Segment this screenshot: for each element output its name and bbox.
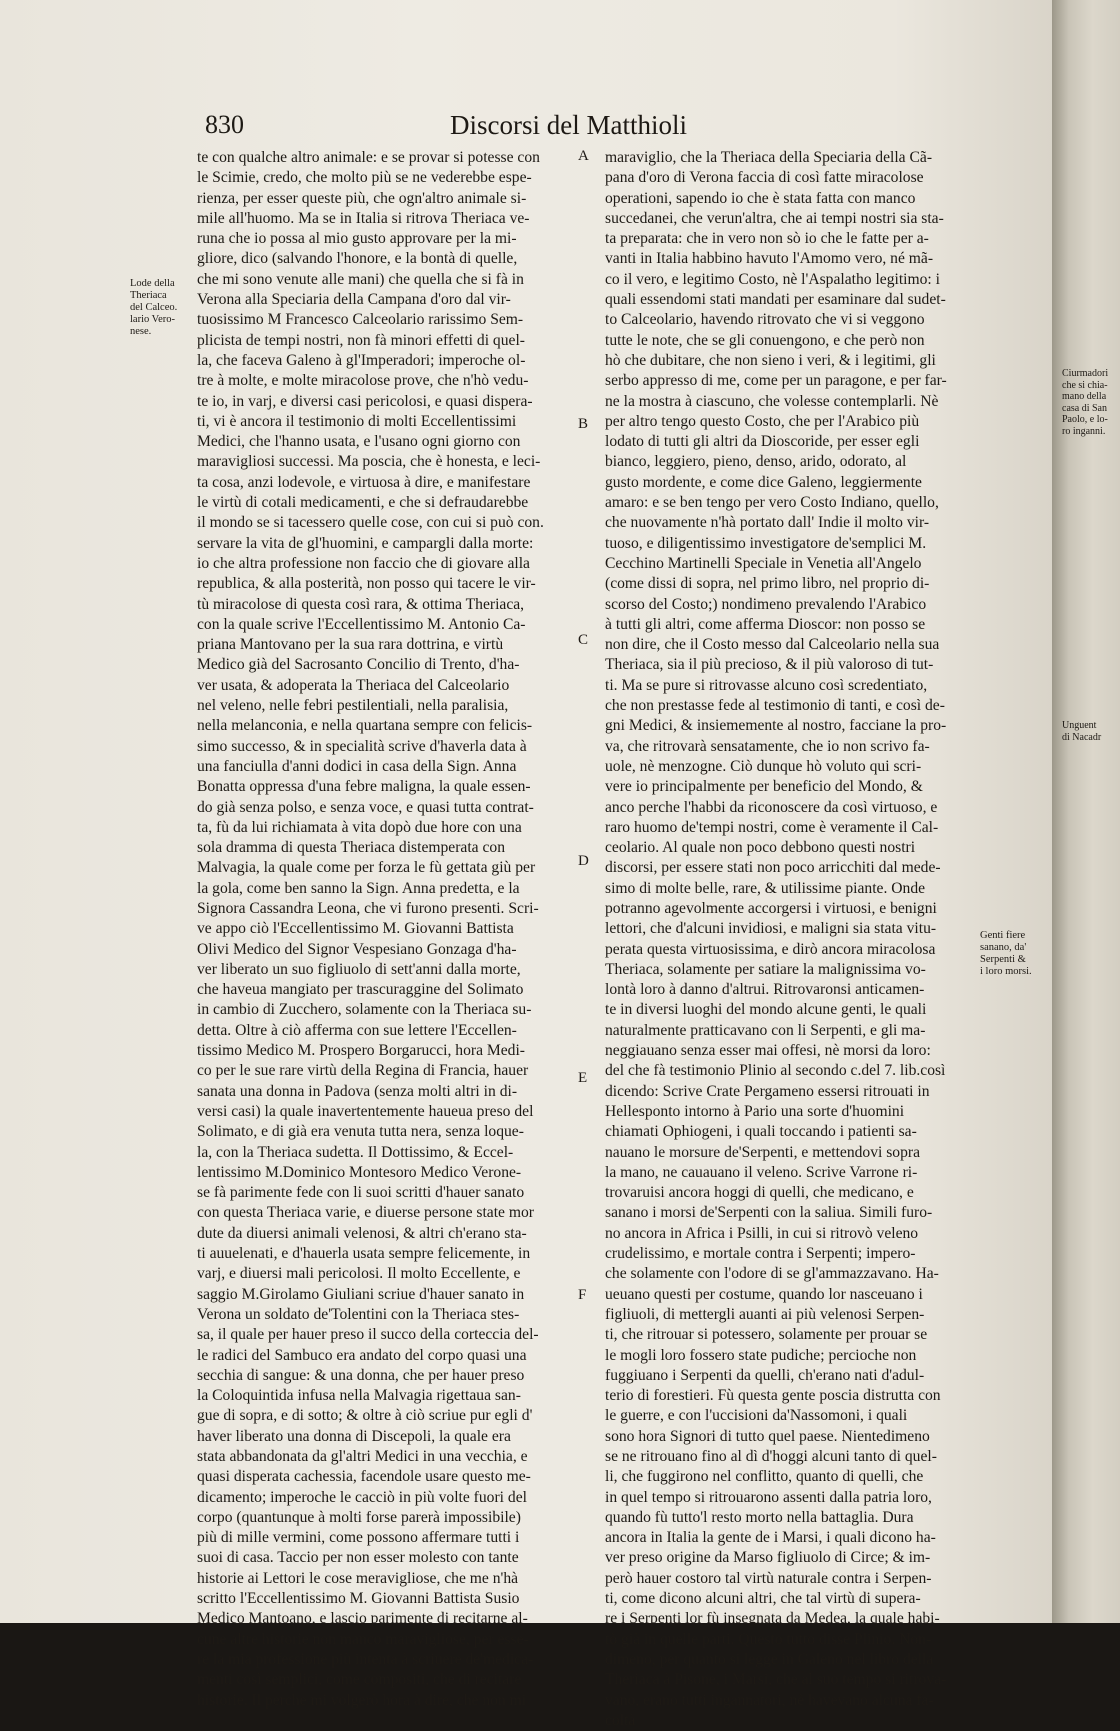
text-line: Medico Mantoano, e lascio parimente di recitarne al- [197,1610,528,1628]
text-line: trovaruisi ancora hoggi di quelli, che medicano, e [605,1184,914,1202]
text-line: operationi, sapendo io che è stata fatta con manco [605,189,916,207]
text-line: che nuovamente n'hà portato dall' Indie il molto vir- [605,514,930,532]
text-line: lontà loro à danno d'altrui. Ritrovaronsi anticamen- [605,981,925,999]
text-line: le radici del Sambuco era andato del corpo quasi una [197,1346,527,1364]
text-line: serbo appresso di me, come per un paragone, e per far- [605,372,947,390]
text-line: gliore, dico (salvando l'honore, e la bontà di quelle, [197,250,518,268]
text-line: amaro: e se ben tengo per vero Costo Indiano, quello, [605,494,939,512]
text-line: dicendo: Scrive Crate Pergameno essersi ritrouati in [605,1082,930,1100]
text-line: nauano le morsure de'Serpenti, e mettendovi sopra [605,1143,921,1161]
text-line: mile all'huomo. Ma se in Italia si ritrova Theriaca ve- [197,209,530,227]
text-line: dute da diuersi animali velenosi, & altri ch'erano sta- [197,1224,527,1242]
margin-letter-f: F [578,1287,587,1303]
text-line: che haveua mangiato per trascuraggine del Solimato [197,981,524,999]
text-line: (come dissi di sopra, nel primo libro, nel proprio di- [605,575,930,593]
text-line: rienza, per esser queste più, che ogn'altro animale si- [197,189,527,207]
text-line: chiamati Ophiogeni, i quali toccando i patienti sa- [605,1123,917,1141]
side-note-lode: Lode della Theriaca del Calceo. lario Vero- nese. [130,278,178,337]
text-line: quali essendomi stati mandati per esaminare dal sudet- [605,291,946,309]
text-line: gni Medici, & insiememente al nostro, facciane la pro- [605,717,947,735]
text-line: in quel tempo si ritrouarono assenti dalla patria loro, [605,1488,932,1506]
text-line: Verona un soldato de'Tolentini con la Theriaca stes- [197,1305,520,1323]
text-line: co il vero, e legitimo Costo, nè l'Aspalatho legitimo: i [605,270,940,288]
text-line: pana d'oro di Verona faccia di così fatte miracolose [605,169,924,187]
text-line: Signora Cassandra Leona, che vi furono presenti. Scri- [197,899,539,917]
text-line: se fà parimente fede con li suoi scritti d'hauer sanato [197,1184,525,1202]
text-line: neggiauano senza esser mai offesi, nè morsi da loro: [605,1042,931,1060]
text-line: gusto mordente, e come dice Galeno, leggiermente [605,473,922,491]
text-line: io che altra professione non faccio che di giovare alla [197,554,530,572]
text-line: succedanei, che verun'altra, che ai tempi nostri sia sta- [605,209,944,227]
text-line: corpo (quantunque à molti forse parerà impossibile) [197,1508,521,1526]
text-line: à tutti gli altri, come afferma Dioscor: non posso se [605,615,926,633]
text-line: le mogli loro fossero state pudiche; percioche non [605,1346,917,1364]
text-line: te con qualche altro animale: e se provar si potesse con [197,149,540,166]
text-line: potranno agevolmente accorgersi i virtuosi, e benigni [605,899,937,917]
text-line: ueuano questi per costume, quando lor nasceuano i [605,1285,923,1303]
text-line: bianco, leggiero, pieno, denso, arido, odorato, al [605,453,907,471]
right-text-column [605,148,985,1731]
text-line: versi casi) la quale inavertentemente haueua preso del [197,1102,534,1120]
text-line: naturalmente pratticavano con li Serpenti, e gli ma- [605,1021,926,1039]
text-line: anco perche l'habbi da riconoscere da così virtuoso, e [605,798,938,816]
text-line: il mondo se si tacessero quelle cose, con cui si può con. [197,514,544,532]
text-line: no ancora in Africa i Psilli, in cui si ritrovò veleno [605,1224,919,1242]
running-title: Discorsi del Matthioli [450,110,687,140]
text-line: le Scimie, credo, che molto più se ne vederebbe espe- [197,169,532,187]
text-line: ti. Ma se pure si ritrovasse alcuno così scredentiato, [605,676,928,694]
text-line: fuggiuano i Serpenti da quelli, ch'erano nati d'adul- [605,1366,925,1384]
text-line: secchia di sangue: & una donna, che per hauer preso [197,1366,525,1384]
text-line: sono hora Signori di tutto quel paese. Nientedimeno [605,1427,930,1445]
text-line: coltà [605,1711,636,1729]
text-line: cune altre historie non manco maravigliose, per esse- [197,1630,529,1648]
text-line: Medico già del Sacrosanto Concilio di Trento, d'ha- [197,656,520,674]
left-text-column [197,148,572,1711]
adjacent-note-ciurmadori: Ciurmadori che si chia- mano della casa di San Paolo, e lo- ro inganni. [1062,368,1109,437]
text-line: plicista de tempi nostri, non fà minori effetti di quel- [197,331,525,349]
text-line: figliuoli, di mettergli auanti ai più velenosi Serpen- [605,1305,925,1323]
text-line: re la mia professione più intenta à scriuere de'medica- [197,1650,534,1668]
text-line: ne la mostra à ciascuno, che volesse contemplarli. Nè [605,392,939,410]
text-line: historie. Il perche mi volgerò hora à dire, che non mi [197,1691,527,1709]
adjacent-page-edge [1052,0,1120,1623]
text-line: una fanciulla d'anni dodici in casa della Sign. Anna [197,757,517,775]
text-line: la, con la Theriaca sudetta. Il Dottissimo, & Eccel- [197,1143,514,1161]
text-line: la Coloquintida infusa nella Malvagia rigettaua san- [197,1387,521,1405]
text-line: do già senza polso, e senza voce, e quasi tutta contrat- [197,798,534,816]
page-number: 830 [205,110,244,139]
text-line: Bonatta oppressa d'una febre maligna, la quale essen- [197,778,531,796]
text-line: perata questa virtuosissima, e dirò ancora miracolosa [605,940,936,958]
text-line: Medici, che l'hanno usata, e l'usano ogni giorno con [197,433,521,451]
text-line: detta. Oltre à ciò afferma con sue lettere l'Eccellen- [197,1021,517,1039]
text-line: ti, come dicono alcuni altri, che tal virtù di supera- [605,1590,921,1608]
text-line: se ne ritrouano fino al dì d'hoggi alcuni tanto di quel- [605,1448,937,1465]
margin-letter-a: A [578,148,589,164]
text-line: hò che dubitare, che non sieno i veri, & i legitimi, gli [605,351,936,369]
text-line: del che fà testimonio Plinio al secondo c.del 7. lib.così [605,1062,946,1080]
text-line: dimeno, per quanto si legge in Galeno nel libro della [605,1650,934,1668]
adjacent-note-unguento: Unguent di Nacadr [1062,720,1102,743]
text-line: stata abbandonata da gl'altri Medici in una vecchia, e [197,1448,528,1465]
text-line: Malvagia, la quale come per forza le fù gettata giù per [197,859,536,877]
text-line: ta cosa, anzi lodevole, e virtuosa à dire, e manifestare [197,473,531,491]
text-line: lettori, che d'alcuni invidiosi, e maligni sia stata vitu- [605,920,937,938]
text-line: la mano, ne cauauano il veleno. Scrive Varrone ri- [605,1163,918,1181]
text-line: scorso del Costo;) nondimeno prevalendo l'Arabico [605,595,927,613]
text-line: te in diversi luoghi del mondo alcune genti, le quali [605,1001,927,1019]
text-line: tuosissimo M Francesco Calceolario rarissimo Sem- [197,311,524,329]
text-line: ver usata, & adoperata la Theriaca del Calceolario [197,676,510,694]
text-line: che mi sono venute alle mani) che quella che si fà in [197,270,524,288]
text-line: Verona alla Speciaria della Campana d'oro dal vir- [197,291,511,309]
text-line: crudelissimo, e mortale contra i Serpenti; impero- [605,1245,916,1263]
text-line: vere io principalmente per beneficio del Mondo, & [605,778,923,796]
text-line: vanti in Italia habbino havuto l'Amomo vero, né mã- [605,250,934,268]
text-line: vano, erano tutti ingannatori, nè havevano alcuna fa- [605,1691,934,1709]
text-line: tuoso, e diligentissimo investigatore de'semplici M. [605,534,927,552]
text-line: scritto l'Eccellentissimo M. Giovanni Battista Susio [197,1590,520,1608]
text-line: non dire, che il Costo messo dal Calceolario nella sua [605,636,940,654]
text-line: più di mille vermini, come possono affermare tutti i [197,1529,520,1547]
text-line: maraviglio, che la Theriaca della Speciaria della Cã- [605,149,933,166]
margin-letter-c: C [578,632,589,648]
text-line: però hauer costoro tal virtù naturale contra i Serpen- [605,1569,932,1587]
text-line: Olivi Medico del Signor Vespesiano Gonzaga d'ha- [197,940,517,958]
text-line: Solimato, e di già era venuta tutta nera, senza loque- [197,1123,524,1141]
text-line: tù miracolose di questa così rara, & ottima Theriaca, [197,595,525,613]
text-line: sanata una donna in Padova (senza molti altri in di- [197,1082,518,1100]
text-line: tissimo Medico M. Prospero Borgarucci, hora Medi- [197,1042,525,1060]
text-line: ta preparata: che in vero non sò io che le fatte per a- [605,230,929,248]
text-line: li, che fuggirono nel conflitto, quanto di quelli, che [605,1468,924,1486]
text-line: ceolario. Al quale non poco debbono questi nostri [605,839,916,857]
text-line: tutte le note, che se gli conuengono, e che però non [605,331,925,349]
text-line: sola dramma di questa Theriaca distemperata con [197,839,505,857]
text-line: in cambio di Zucchero, solamente con la Theriaca su- [197,1001,532,1019]
text-line: ver preso origine da Marso figliuolo di Circe; & im- [605,1549,931,1567]
text-line: priana Mantovano per la sua rara dottrina, e virtù [197,636,504,654]
text-line: ve appo ciò l'Eccellentissimo M. Giovanni Battista [197,920,514,938]
text-line: terio di forestieri. Fù questa gente poscia distrutta con [605,1387,941,1405]
text-line: historie ai Lettori le cose meravigliose, che me n'hà [197,1569,519,1587]
text-line: simo di molte belle, rare, & utilissime piante. Onde [605,879,926,897]
text-line: servare la vita de gl'huomini, e campargli dalla morte: [197,534,534,552]
text-line: varj, e diuersi mali pericolosi. Il molto Eccellente, e [197,1265,521,1283]
text-line: quando fù tutto'l resto morto nella battaglia. Dura [605,1508,914,1526]
text-line: lodato di tutti gli altri da Dioscoride, per esser egli [605,433,920,451]
text-line: haver liberato una donna di Discepoli, la quale era [197,1427,511,1445]
text-line: Theriaca, sia il più precioso, & il più valoroso di tut- [605,656,934,674]
text-line: tre à molte, e molte miracolose prove, che n'hò vedu- [197,372,529,390]
text-line: runa che io possa al mio gusto approvare per la mi- [197,230,517,248]
text-line: simo successo, & in specialità scrive d'haverla data à [197,737,527,755]
text-line: le guerre, e con l'uccisioni da'Nassomoni, i quali [605,1407,908,1425]
text-line: ta, fù da lui richiamata à vita dopò due hore con una [197,818,522,836]
text-line: suoi di casa. Taccio per non esser molesto con tante [197,1549,519,1567]
text-line: dicamento; imperoche le cacciò in più volte fuori del [197,1488,527,1506]
text-line: con la quale scrive l'Eccellentissimo M. Antonio Ca- [197,615,526,633]
text-line: saggio M.Girolamo Giuliani scriue d'hauer sanato in [197,1285,525,1303]
text-line: nel veleno, nelle febri pestilentiali, nella paralisia, [197,697,509,715]
text-line: quasi disperata cachessia, facendole usare questo me- [197,1468,531,1486]
text-line: sanano i morsi de'Serpenti con la saliua. Simili furo- [605,1204,933,1222]
side-note-genti: Genti fiere sanano, da' Serpenti & i loro morsi. [980,930,1032,977]
text-line: che non prestasse fede al testimonio di tanti, e così de- [605,697,945,715]
text-line: nella melanconia, e nella quartana sempre con felicis- [197,717,533,735]
text-line: la, che faceva Galeno à gl'Imperadori; imperoche ol- [197,351,526,369]
margin-letter-b: B [578,416,589,432]
text-line: republica, & alla posterità, non posso qui tacere le vir- [197,575,536,593]
text-line: Theriaca, solamente per satiare la malignissima vo- [605,960,926,978]
text-line: Cecchino Martinelli Speciale in Venetia all'Angelo [605,554,922,572]
text-line: raro huomo de'tempi nostri, come è veramente il Cal- [605,818,939,836]
text-line: con questa Theriaca varie, e diuerse persone state mor [197,1204,534,1222]
text-line: gue di sopra, e di sotto; & oltre à ciò scriue pur egli d' [197,1407,533,1425]
text-line: per altro tengo questo Costo, che per l'Arabico più [605,412,920,430]
text-line: menti così semplici, come compositi, che di recitare [197,1671,522,1689]
text-line: te io, in varj, e diversi casi pericolosi, e quasi disperа- [197,392,533,410]
text-line: discorsi, per essere stati non poco arricchiti dal mede- [605,859,941,877]
text-line: ti, che ritrouar si potessero, solamente per prouar se [605,1326,928,1344]
text-line: Hellesponto intorno à Pario una sorte d'huomini [605,1102,905,1120]
text-line: maravigliosi successi. Ma poscia, che è honesta, e leci- [197,453,541,471]
text-line: la gola, come ben sanno la Sign. Anna predetta, e la [197,879,520,897]
text-line: re i Serpenti lor fù insegnata da Medea, la quale habi- [605,1610,940,1628]
text-line: va, che ritrovarà sensatamente, che io non scrivo fa- [605,737,930,755]
margin-letter-e: E [578,1070,588,1086]
text-line: lentissimo M.Dominico Montesoro Medico Verone- [197,1163,522,1181]
text-line: co per le sue rare virtù della Regina di Francia, hauer [197,1062,529,1080]
text-line: sa, il quale per hauer preso il succo della corteccia del- [197,1326,539,1344]
text-line: ancora in Italia la gente de i Marsi, i quali dicono ha- [605,1529,936,1547]
text-line: tò già in quelle parti. Questo tutto disse Plinio. Non- [605,1630,932,1648]
text-line: uole, nè menzogne. Ciò dunque hò voluto qui scri- [605,757,922,775]
text-line: ti, vi è ancora il testimonio di molti Eccellentissimi [197,412,517,430]
margin-letter-d: D [578,853,589,869]
text-line: ver liberato un suo figliuolo di sett'anni dalla morte, [197,960,521,978]
text-line: to Calceolario, havendo ritrovato che vi si veggono [605,311,925,329]
text-line: Theriaca à Pisone, i Marsi, che al suo tempo si ritrova- [605,1671,947,1689]
text-line: le virtù di cotali medicamenti, e che si defraudarebbe [197,494,529,512]
text-line: ti auuelenati, e d'hauerla usata sempre felicemente, in [197,1245,531,1263]
text-line: che solamente con l'odore di se gl'ammazzavano. Ha- [605,1265,939,1283]
